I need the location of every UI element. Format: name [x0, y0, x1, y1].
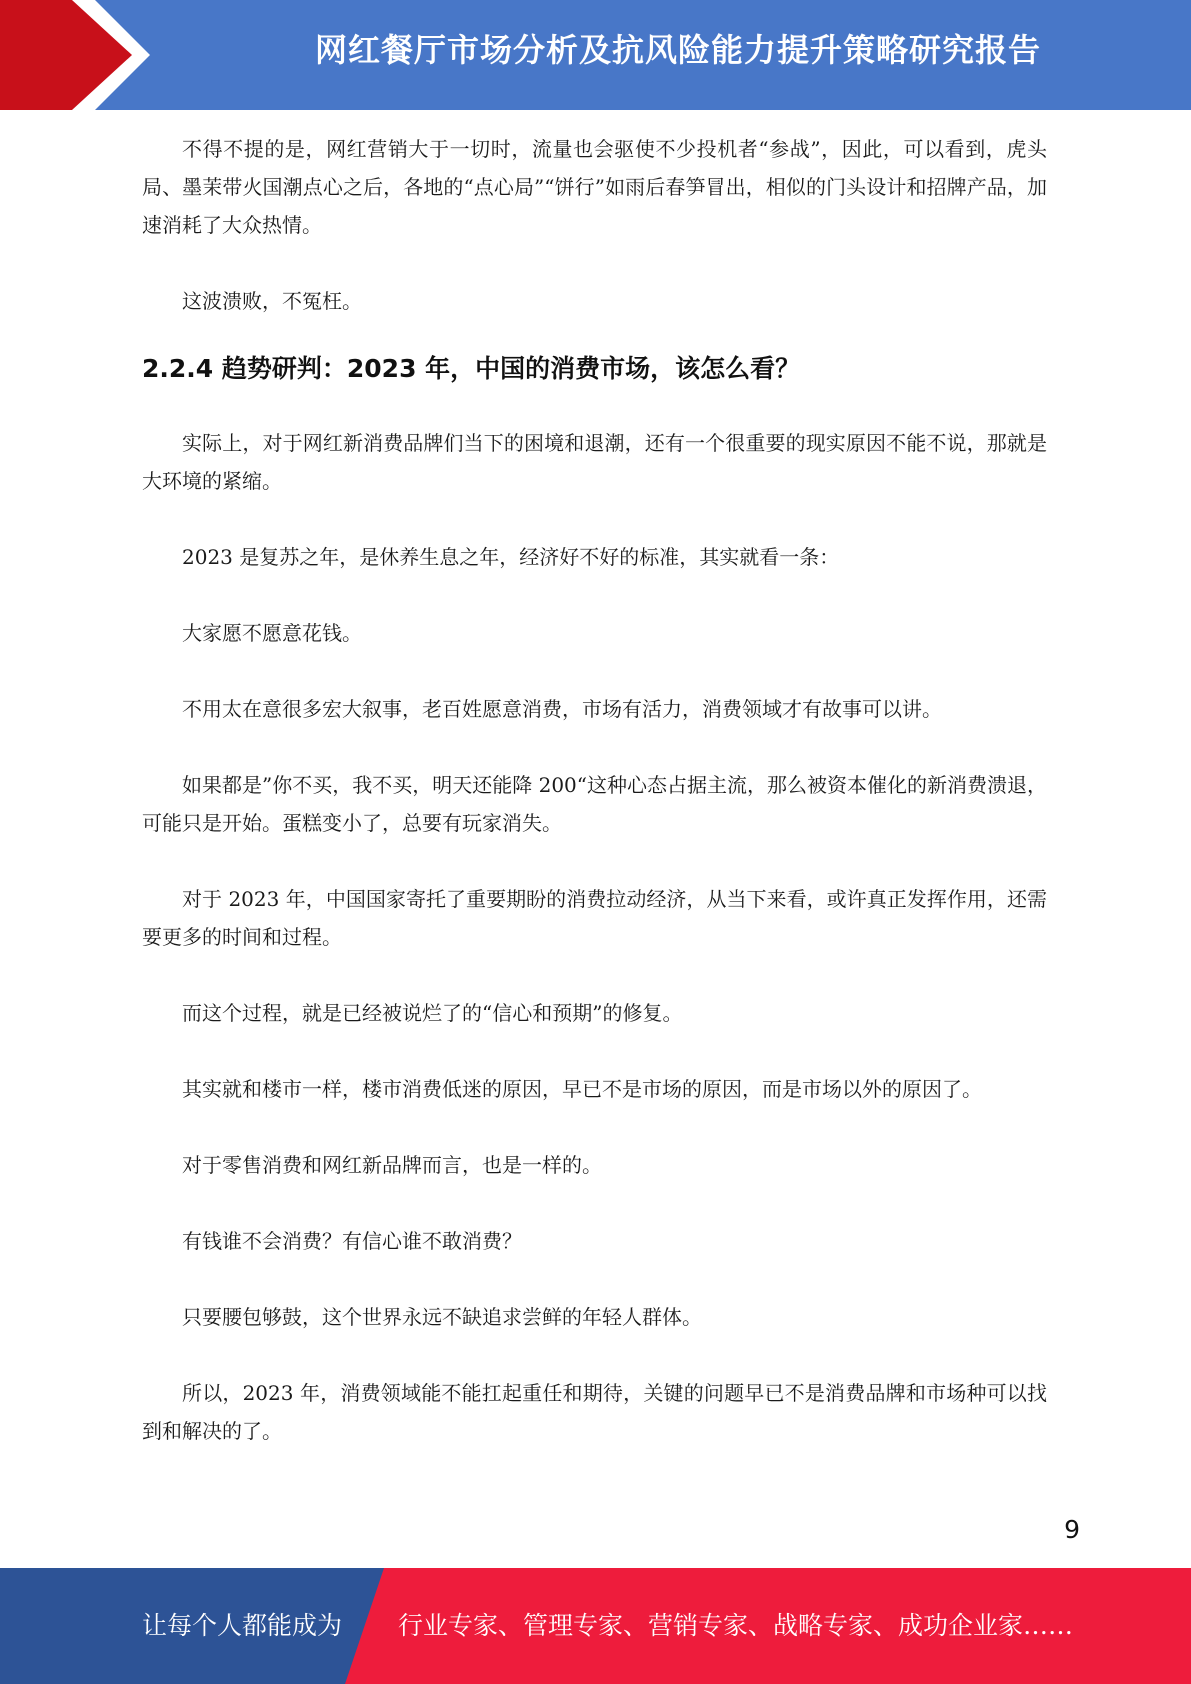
document-body: [142, 130, 1047, 1450]
body-paragraph: 2023 是复苏之年，是休养生息之年，经济好不好的标准，其实就看一条：: [182, 545, 840, 569]
footer-slogan-left: 让每个人都能成为: [142, 1611, 343, 1640]
body-paragraph: 这波溃败，不冤枉。: [182, 289, 362, 313]
body-paragraph: 只要腰包够鼓，这个世界永远不缺追求尝鲜的年轻人群体。: [182, 1305, 702, 1329]
body-paragraph: 所以，2023 年，消费领域能不能扛起重任和期待，关键的问题早已不是消费品牌和市场种可以找到和解决的了。: [142, 1381, 1047, 1443]
body-paragraph: 如果都是”你不买，我不买，明天还能降 200“这种心态占据主流，那么被资本催化的新消费溃退，可能只是开始。蛋糕变小了，总要有玩家消失。: [142, 773, 1047, 835]
body-paragraph: 对于零售消费和网红新品牌而言，也是一样的。: [182, 1153, 602, 1177]
page-number: 9: [1064, 1515, 1080, 1544]
body-paragraph: 实际上，对于网红新消费品牌们当下的困境和退潮，还有一个很重要的现实原因不能不说，那就是大环境的紧缩。: [142, 431, 1047, 493]
footer-slogan-right: 行业专家、管理专家、营销专家、战略专家、成功企业家……: [398, 1611, 1074, 1640]
body-paragraph: 有钱谁不会消费？有信心谁不敢消费？: [182, 1229, 522, 1253]
body-paragraph: 对于 2023 年，中国国家寄托了重要期盼的消费拉动经济，从当下来看，或许真正发挥作用，还需要更多的时间和过程。: [142, 887, 1047, 949]
body-paragraph: 不用太在意很多宏大叙事，老百姓愿意消费，市场有活力，消费领域才有故事可以讲。: [182, 697, 942, 721]
page-header: [0, 0, 1191, 110]
body-paragraph: 其实就和楼市一样，楼市消费低迷的原因，早已不是市场的原因，而是市场以外的原因了。: [182, 1077, 982, 1101]
page-footer: [0, 1568, 1191, 1684]
header-arrow-decoration: [0, 0, 200, 110]
body-paragraph: 不得不提的是，网红营销大于一切时，流量也会驱使不少投机者“参战”，因此，可以看到，虎头局、墨茉带火国潮点心之后，各地的“点心局”“饼行”如雨后春笋冒出，相似的门头设计和招牌产品，加速消耗了大众热情。: [142, 137, 1047, 237]
section-heading: 2.2.4 趋势研判：2023 年，中国的消费市场，该怎么看？: [142, 354, 801, 383]
body-paragraph: 大家愿不愿意花钱。: [182, 621, 362, 645]
body-paragraph: 而这个过程，就是已经被说烂了的“信心和预期”的修复。: [182, 1001, 683, 1025]
header-title: 网红餐厅市场分析及抗风险能力提升策略研究报告: [314, 31, 1041, 69]
